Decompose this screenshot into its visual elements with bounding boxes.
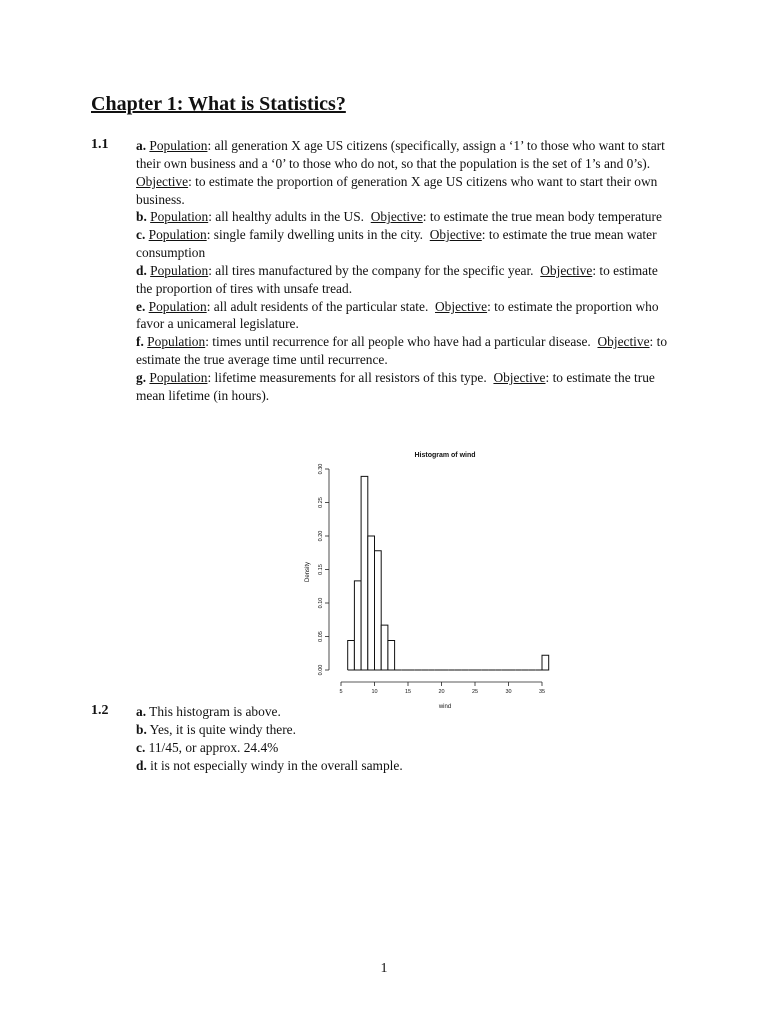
histogram-bars <box>348 476 549 670</box>
objective-label: Objective <box>597 334 650 350</box>
y-tick-label: 0.25 <box>318 497 324 508</box>
objective-text: to estimate the true mean body temperature <box>429 209 662 225</box>
x-axis-label: wind <box>438 704 452 710</box>
objective-text: to estimate the proportion who favor a unicameral legislature. <box>136 298 659 332</box>
histogram-bar <box>388 641 395 670</box>
wind-histogram <box>290 442 570 714</box>
y-tick-label: 0.15 <box>318 564 324 575</box>
answer-text: This histogram is above. <box>149 704 281 719</box>
histogram-bar <box>354 581 361 670</box>
population-text: all generation X age US citizens (specifically, assign a ‘1’ to those who want to start their own business and a ‘0’ to those who do not, so that the population is the set of 1’s and 0’s). <box>136 138 665 171</box>
y-tick-label: 0.10 <box>318 597 324 609</box>
part-letter: c. <box>136 227 146 243</box>
problem-number-1-2: 1.2 <box>91 703 109 718</box>
part-1-2-d <box>136 757 676 775</box>
objective-label: Objective <box>540 262 593 278</box>
objective-text: to estimate the true mean lifetime (in hours). <box>136 369 655 403</box>
objective-text: to estimate the proportion of tires with unsafe tread. <box>136 262 658 296</box>
part-1-1-a: a. Population: all generation X age US citizens (specifically, assign a ‘1’ to those who want to start their own business and a ‘0’ to those who do not, so that the population is the set of 1’s and 0’s). Objective: to estimate the proportion of generation X age US citizens who want to start their own business. <box>136 138 665 207</box>
part-letter: g. <box>136 369 147 385</box>
population-label: Population <box>150 262 209 278</box>
population-text: all healthy adults in the US. <box>215 209 365 225</box>
population-text: lifetime measurements for all resistors of this type. <box>214 369 487 385</box>
objective-label: Objective <box>136 173 189 189</box>
histogram-bar <box>361 476 368 670</box>
histogram-bar <box>542 655 549 670</box>
objective-text: to estimate the true average time until recurrence. <box>136 334 668 368</box>
y-tick-label: 0.20 <box>318 530 324 542</box>
part-1-1-c: c. Population: single family dwelling units in the city. Objective: to estimate the true mean water consumption <box>136 227 657 261</box>
part-letter: c. <box>136 739 146 755</box>
y-tick-label: 0.05 <box>318 631 324 642</box>
population-label: Population <box>149 138 208 153</box>
objective-text: to estimate the true mean water consumption <box>136 227 657 261</box>
part-1-2-c <box>136 739 676 757</box>
histogram-bar <box>375 551 382 670</box>
part-letter: f. <box>136 334 144 350</box>
x-axis <box>339 682 545 695</box>
y-tick-label: 0.00 <box>318 664 324 676</box>
part-1-1-b: b. Population: all healthy adults in the US. Objective: to estimate the true mean body temperature <box>136 209 662 225</box>
histogram-bar <box>348 641 355 670</box>
answer-text: it is not especially windy in the overall sample. <box>150 757 403 773</box>
population-label: Population <box>147 334 206 350</box>
population-text: times until recurrence for all people who have had a particular disease. <box>212 334 591 350</box>
answer-text: Yes, it is quite windy there. <box>149 721 296 737</box>
chart-title: Histogram of wind <box>414 452 476 459</box>
population-label: Population <box>148 227 207 243</box>
part-1-1-d: d. Population: all tires manufactured by the company for the specific year. Objective: to estimate the proportion of tires with unsafe tread. <box>136 262 658 296</box>
part-letter: d. <box>136 262 147 278</box>
page-title: Chapter 1: What is Statistics? <box>91 93 346 115</box>
page-number: 1 <box>380 961 388 976</box>
part-letter: a. <box>136 138 147 153</box>
part-letter: e. <box>136 298 146 314</box>
part-1-2-b <box>136 721 676 739</box>
histogram-bar <box>381 625 388 670</box>
objective-label: Objective <box>493 369 546 385</box>
x-tick-label: 35 <box>538 689 546 695</box>
part-1-1-f: f. Population: times until recurrence for all people who have had a particular disease. Objective: to estimate the true average time until recurrence. <box>136 334 668 368</box>
objective-label: Objective <box>370 209 423 225</box>
part-1-1-e: e. Population: all adult residents of the particular state. Objective: to estimate the proportion who favor a unicameral legislature. <box>136 298 659 332</box>
part-letter: a. <box>136 704 147 719</box>
answer-text: 11/45, or approx. 24.4% <box>148 739 279 755</box>
x-tick-label: 15 <box>404 689 412 695</box>
objective-text: to estimate the proportion of generation X age US citizens who want to start their own business. <box>136 173 658 207</box>
x-tick-label: 25 <box>471 689 479 695</box>
x-tick-label: 20 <box>438 689 445 695</box>
part-letter: d. <box>136 757 147 773</box>
objective-label: Objective <box>429 227 482 243</box>
population-label: Population <box>149 369 208 385</box>
population-text: single family dwelling units in the city. <box>213 227 424 243</box>
part-1-2-a <box>136 703 676 721</box>
population-label: Population <box>148 298 207 314</box>
part-letter: b. <box>136 721 147 737</box>
x-tick-label: 10 <box>371 689 378 695</box>
problem-1-1-parts <box>136 137 676 405</box>
problem-1-2-parts <box>136 703 676 774</box>
population-label: Population <box>150 209 209 225</box>
y-axis-label: Density <box>305 561 311 583</box>
x-tick-label: 5 <box>339 689 343 695</box>
problem-number-1-1: 1.1 <box>91 137 109 152</box>
y-tick-label: 0.30 <box>318 463 324 475</box>
x-tick-label: 30 <box>505 689 512 695</box>
histogram-bar <box>368 536 375 670</box>
part-1-1-g: g. Population: lifetime measurements for all resistors of this type. Objective: to estimate the true mean lifetime (in hours). <box>136 369 655 403</box>
population-text: all tires manufactured by the company for the specific year. <box>215 262 534 278</box>
y-axis <box>318 464 329 676</box>
population-text: all adult residents of the particular state. <box>213 298 429 314</box>
objective-label: Objective <box>435 298 488 314</box>
part-letter: b. <box>136 209 147 225</box>
